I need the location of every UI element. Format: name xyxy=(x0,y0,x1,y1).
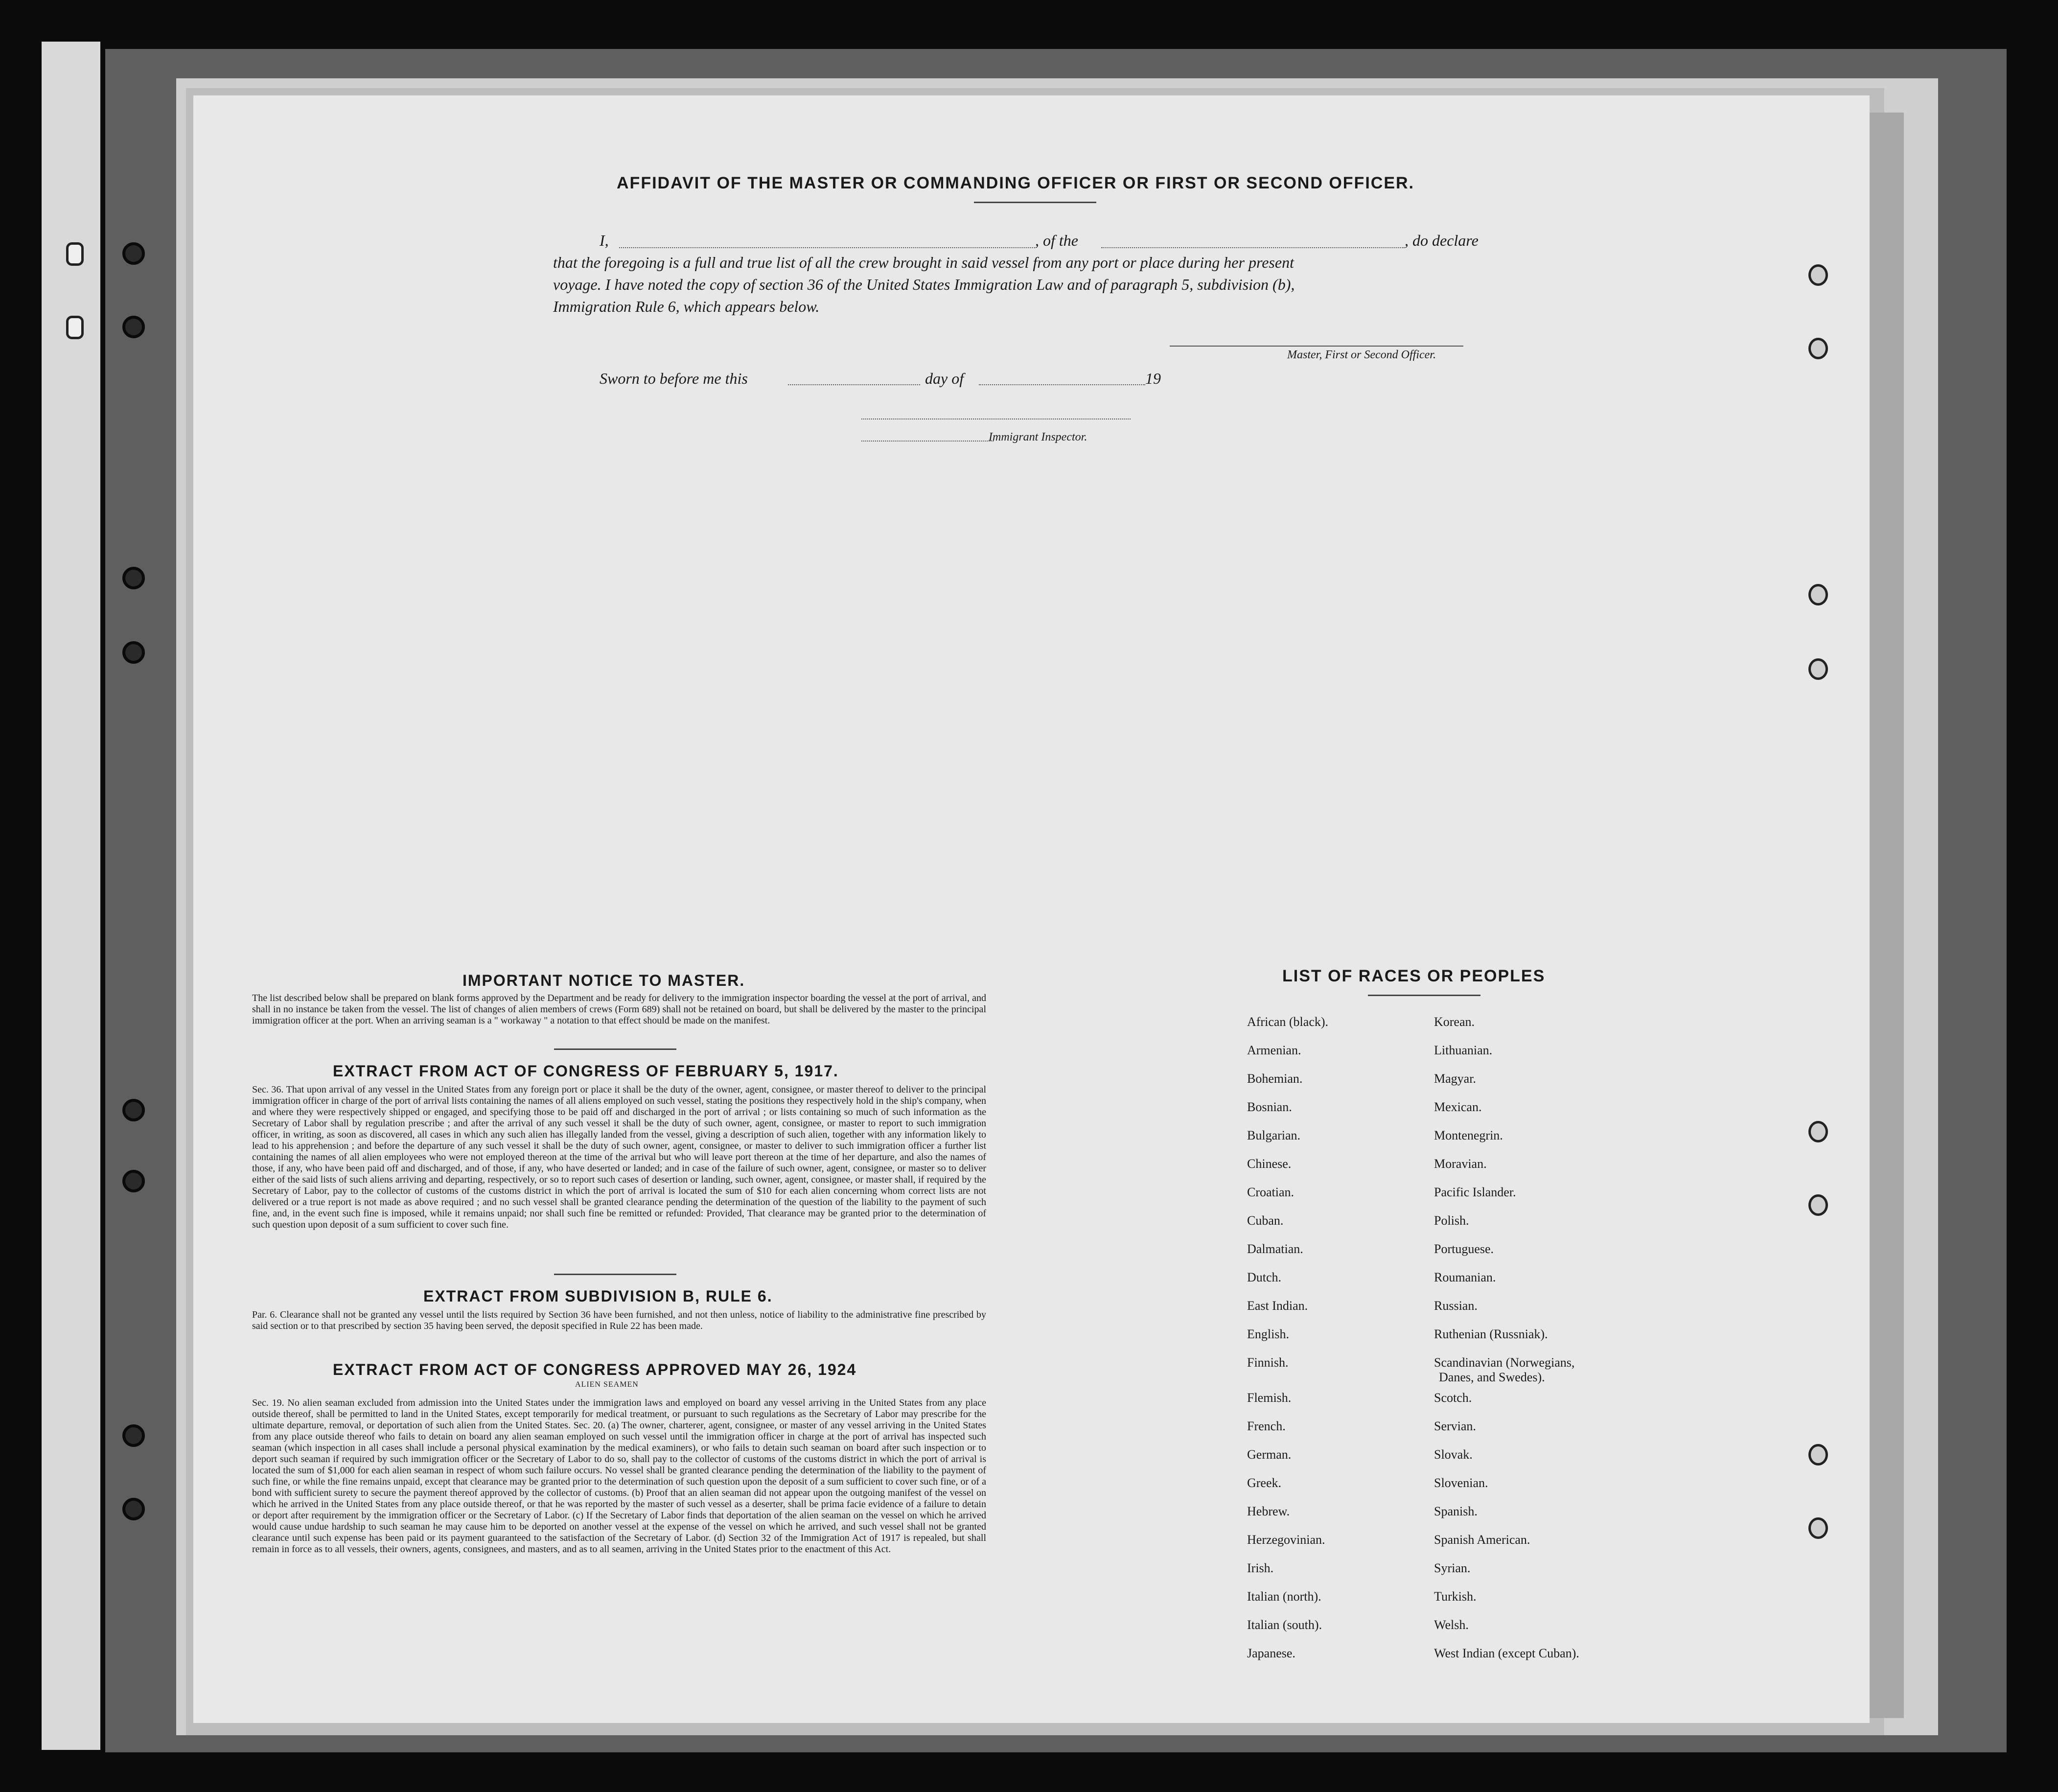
subdivision-text: Par. 6. Clearance shall not be granted any vessel until the lists required by Section 36 have been furnished, and not then unless, notice of liability to the administrative fine prescribed by said section or to that prescribed by section 35 having been served, the deposit specified in Rule 22 has been made. xyxy=(252,1309,986,1331)
race-item: Magyar. xyxy=(1434,1071,1476,1086)
race-item: Flemish. xyxy=(1247,1391,1292,1405)
signer-label: Master, First or Second Officer. xyxy=(1287,349,1436,361)
punch-hole xyxy=(1808,338,1828,359)
binding-hole xyxy=(122,1424,145,1447)
affidavit-line1-declare: , do declare xyxy=(1405,232,1479,249)
race-item: Dalmatian. xyxy=(1247,1242,1303,1256)
affidavit-line3: voyage. I have noted the copy of section 36 of the United States Immigration Law and of paragraph 5, subdivision (b), xyxy=(553,276,1295,293)
race-item: Scandinavian (Norwegians, xyxy=(1434,1355,1575,1370)
races-title: LIST OF RACES OR PEOPLES xyxy=(1282,967,1546,985)
divider xyxy=(1368,995,1480,996)
race-item: Pacific Islander. xyxy=(1434,1185,1516,1199)
master-signature-field[interactable] xyxy=(1170,346,1463,347)
notice-text: The list described below shall be prepared on blank forms approved by the Department and be ready for delivery to the immigration inspector boarding the vessel at the port of arrival, and shall in no instance be taken from the vessel. The list of changes of alien members of crews (Form 689) shall not be retained on board, but shall be delivered by the master to the principal immigration officer at the port. When an arriving seaman is a " workaway " a notation to that effect should be made on the manifest. xyxy=(252,993,986,1026)
race-item: Ruthenian (Russniak). xyxy=(1434,1327,1548,1341)
race-item: Montenegrin. xyxy=(1434,1128,1503,1142)
punch-hole xyxy=(1808,1517,1828,1539)
race-item: Chinese. xyxy=(1247,1157,1292,1171)
race-item: French. xyxy=(1247,1419,1286,1433)
race-item: Syrian. xyxy=(1434,1561,1471,1575)
race-item: Korean. xyxy=(1434,1015,1475,1029)
race-item: Portuguese. xyxy=(1434,1242,1494,1256)
race-item: Moravian. xyxy=(1434,1157,1487,1171)
race-item: Spanish American. xyxy=(1434,1533,1530,1547)
race-item: Finnish. xyxy=(1247,1355,1289,1370)
binding-hole xyxy=(66,242,84,266)
inspector-signature-field-2[interactable] xyxy=(861,441,994,442)
year-label: 19 xyxy=(1145,370,1161,387)
race-item: Scotch. xyxy=(1434,1391,1472,1405)
race-item: Japanese. xyxy=(1247,1646,1295,1660)
race-item: Italian (north). xyxy=(1247,1589,1321,1604)
sworn-month-field[interactable] xyxy=(979,384,1145,385)
notice-title: IMPORTANT NOTICE TO MASTER. xyxy=(462,972,745,989)
race-item: Servian. xyxy=(1434,1419,1476,1433)
vessel-name-field[interactable] xyxy=(1101,247,1405,248)
affidavit-line2: that the foregoing is a full and true list of all the crew brought in said vessel from any port or place during her present xyxy=(553,254,1294,271)
sworn-label: Sworn to before me this xyxy=(600,370,748,387)
binding-hole xyxy=(122,242,145,265)
race-item: Bosnian. xyxy=(1247,1100,1292,1114)
day-of-label: day of xyxy=(925,370,964,387)
race-item: Roumanian. xyxy=(1434,1270,1496,1284)
race-item: Spanish. xyxy=(1434,1504,1478,1518)
race-item: Greek. xyxy=(1247,1476,1282,1490)
race-item: Herzegovinian. xyxy=(1247,1533,1325,1547)
binding-strip xyxy=(42,42,100,1750)
race-item: Irish. xyxy=(1247,1561,1274,1575)
master-name-field[interactable] xyxy=(619,247,1035,248)
punch-hole xyxy=(1808,1121,1828,1142)
race-item: English. xyxy=(1247,1327,1289,1341)
race-item: Russian. xyxy=(1434,1299,1478,1313)
race-item: Croatian. xyxy=(1247,1185,1295,1199)
race-item: Welsh. xyxy=(1434,1618,1469,1632)
race-item: Mexican. xyxy=(1434,1100,1482,1114)
race-item: Cuban. xyxy=(1247,1213,1284,1228)
race-item: East Indian. xyxy=(1247,1299,1308,1313)
race-item: Hebrew. xyxy=(1247,1504,1290,1518)
binding-hole xyxy=(122,316,145,338)
extract-1917-text: Sec. 36. That upon arrival of any vessel in the United States from any foreign port or place it shall be the duty of the owner, agent, consignee, or master thereof to deliver to the principal immigration officer in charge of the port of arrival lists containing the names of all aliens employed on such vessel, stating the positions they respectively hold in the ship's company, when and where they were respectively shipped or engaged, and specifying those to be paid off and discharged in the port of arrival ; or lists containing so much of such information as the Secretary of Labor shall by regulation prescribe ; and after the arrival of any such vessel it shall be the duty of such owner, agent, consignee, or master to report to such immigration officer, in writing, as soon as discovered, all cases in which any such alien has illegally landed from the vessel, giving a description of such alien, together with any information likely to lead to his apprehension ; and before the departure of any such vessel it shall be the duty of such owner, agent, consignee, or master to deliver to such immigration officer a further list containing the names of all alien employees who were not employed thereon at the time of the arrival but who will leave port thereon at the time of her departure, and also the names of those, if any, who have been paid off and discharged, and of those, if any, who have deserted or landed; and in case of the failure of such owner, agent, consignee, or master so to deliver either of the said lists of such aliens arriving and departing, respectively, or so to report such cases of desertion or landing, such owner, agent, consignee, or master shall, if required by the Secretary of Labor, pay to the collector of customs of the customs district in which the port of arrival is located the sum of $10 for each alien concerning whom correct lists are not delivered or a true report is not made as above required ; and no such vessel shall be granted clearance pending the determination of the question of the liability to the payment of such fine, and, in the event such fine is imposed, while it remains unpaid; nor shall such fine be remitted or refunded: Provided, That clearance may be granted prior to the determination of such question upon deposit of a sum sufficient to cover such fine. xyxy=(252,1084,986,1230)
extract-1924-text: Sec. 19. No alien seaman excluded from admission into the United States under the immigration laws and employed on board any vessel arriving in the United States from any place outside thereof, shall be permitted to land in the United States, except temporarily for medical treatment, or pursuant to such regulations as the Secretary of Labor may prescribe for the ultimate departure, removal, or deportation of such alien from the United States. Sec. 20. (a) The owner, charterer, agent, consignee, or master of any vessel arriving in the United States from any place outside thereof who fails to detain on board any alien seaman employed on such vessel until the immigration officer in charge at the port of arrival has inspected such seaman (which inspection in all cases shall include a personal physical examination by the medical examiners), or who fails to detain such seaman on board after such inspection or to deport such seaman if required by such immigration officer or the Secretary of Labor to do so, shall pay to the collector of customs of the customs district in which the port of arrival is located the sum of $1,000 for each alien seaman in respect of whom such failure occurs. No vessel shall be granted clearance pending the determination of the liability to the payment of such fine, or while the fine remains unpaid, except that clearance may be granted prior to the determination of such question upon the deposit of a sum sufficient to cover such fine, or of a bond with sufficient surety to secure the payment thereof approved by the collector of customs. (b) Proof that an alien seaman did not appear upon the outgoing manifest of the vessel on which he arrived in the United States from any place outside thereof, or that he was reported by the master of such vessel as a deserter, shall be prima facie evidence of a failure to detain or deport after requirement by the immigration officer or the Secretary of Labor. (c) If the Secretary of Labor finds that deportation of the alien seaman on the vessel on which he arrived would cause undue hardship to such seaman he may cause him to be deported on another vessel at the expense of the vessel on which he arrived, and such vessel shall not be granted clearance until such expense has been paid or its payment guaranteed to the satisfaction of the Secretary of Labor. (d) Section 32 of the Immigration Act of 1917 is repealed, but shall remain in force as to all vessels, their owners, agents, consignees, and masters, and as to all seamen, arriving in the United States prior to the enactment of this Act. xyxy=(252,1397,986,1555)
race-item: Dutch. xyxy=(1247,1270,1282,1284)
divider xyxy=(974,202,1096,203)
race-item: Armenian. xyxy=(1247,1043,1301,1057)
race-item: Danes, and Swedes). xyxy=(1439,1370,1545,1384)
sheet-edge xyxy=(1870,113,1904,1718)
race-item: German. xyxy=(1247,1447,1292,1462)
punch-hole xyxy=(1808,1444,1828,1466)
race-item: Lithuanian. xyxy=(1434,1043,1493,1057)
extract-1917-title: EXTRACT FROM ACT OF CONGRESS OF FEBRUARY 5, 1917. xyxy=(333,1062,839,1080)
affidavit-line4: Immigration Rule 6, which appears below. xyxy=(553,298,820,315)
binding-hole xyxy=(122,1099,145,1121)
extract-1924-subtitle: ALIEN SEAMEN xyxy=(575,1380,639,1389)
race-item: Bohemian. xyxy=(1247,1071,1303,1086)
divider xyxy=(554,1048,676,1050)
punch-hole xyxy=(1808,658,1828,680)
binding-hole xyxy=(122,641,145,664)
affidavit-title: AFFIDAVIT OF THE MASTER OR COMMANDING OFFICER OR FIRST OR SECOND OFFICER. xyxy=(617,174,1414,192)
race-item: Slovak. xyxy=(1434,1447,1473,1462)
binding-hole xyxy=(122,1498,145,1520)
punch-hole xyxy=(1808,1194,1828,1216)
race-item: Turkish. xyxy=(1434,1589,1477,1604)
extract-1924-title: EXTRACT FROM ACT OF CONGRESS APPROVED MAY 26, 1924 xyxy=(333,1361,857,1378)
inspector-label: Immigrant Inspector. xyxy=(989,431,1087,443)
race-item: Bulgarian. xyxy=(1247,1128,1301,1142)
divider xyxy=(554,1274,676,1275)
subdivision-title: EXTRACT FROM SUBDIVISION B, RULE 6. xyxy=(423,1287,773,1305)
binding-hole xyxy=(122,567,145,589)
affidavit-line1-of-the: , of the xyxy=(1035,232,1078,249)
binding-hole xyxy=(66,316,84,339)
race-item: West Indian (except Cuban). xyxy=(1434,1646,1579,1660)
race-item: Slovenian. xyxy=(1434,1476,1488,1490)
punch-hole xyxy=(1808,264,1828,286)
affidavit-line1-i: I, xyxy=(600,232,609,249)
race-item: African (black). xyxy=(1247,1015,1329,1029)
binding-hole xyxy=(122,1170,145,1192)
punch-hole xyxy=(1808,584,1828,605)
sworn-day-field[interactable] xyxy=(788,384,920,385)
race-item: Italian (south). xyxy=(1247,1618,1322,1632)
race-item: Polish. xyxy=(1434,1213,1469,1228)
